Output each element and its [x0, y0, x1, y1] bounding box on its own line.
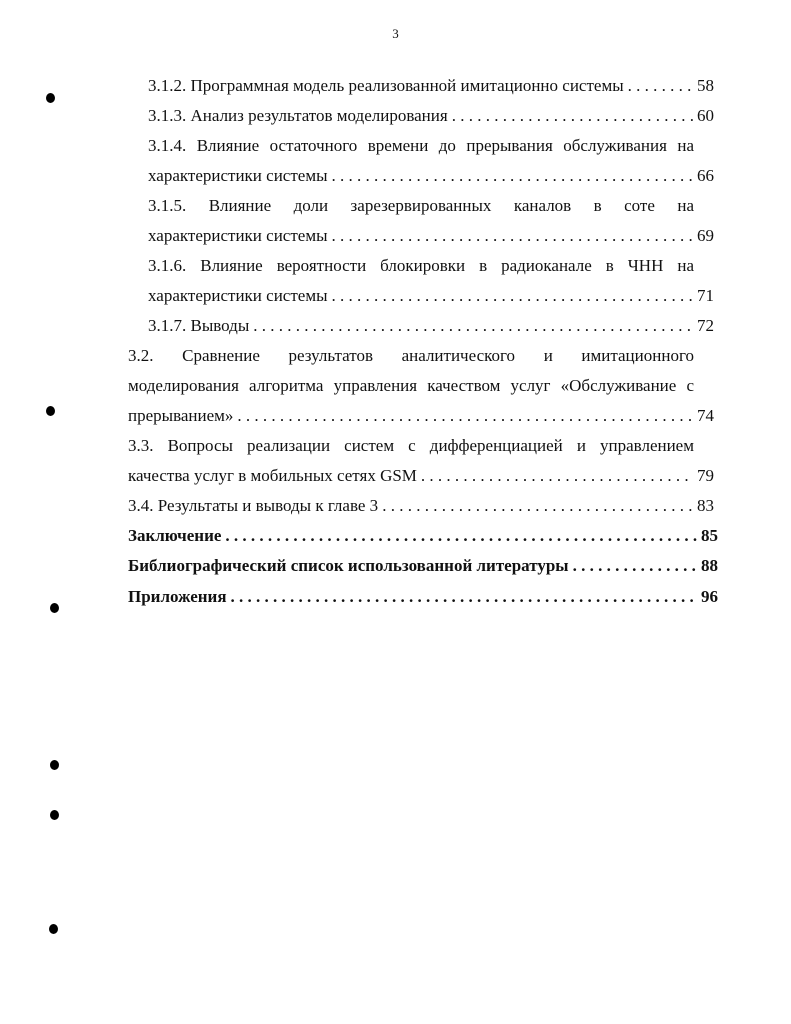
toc-entry-title: 3.1.2. Программная модель реализованной имитационно системы: [148, 76, 624, 95]
toc-entry-3-2[interactable]: [128, 404, 714, 428]
punch-hole-mark: [46, 406, 55, 416]
toc-entry-3-1-6-line[interactable]: 3.1.6. Влияние вероятности блокировки в радиоканале в ЧНН на: [148, 256, 694, 275]
toc-entry-3-3[interactable]: [128, 464, 714, 488]
page-number: 3: [392, 26, 399, 41]
toc-entry-page: 58: [697, 76, 714, 95]
leader-dots: [225, 524, 697, 548]
leader-dots: [332, 284, 694, 308]
toc-entry-appendix[interactable]: [128, 585, 718, 609]
toc-entry-title: Приложения: [128, 587, 227, 606]
leader-dots: [628, 74, 693, 98]
toc-entry-3-1-4-line[interactable]: 3.1.4. Влияние остаточного времени до прерывания обслуживания на: [148, 136, 694, 155]
toc-entry-3-2-line-2[interactable]: моделирования алгоритма управления качеством услуг «Обслуживание с: [128, 376, 694, 395]
leader-dots: [253, 314, 693, 338]
toc-entry-page: 69: [697, 226, 714, 245]
toc-entry-3-3-line[interactable]: 3.3. Вопросы реализации систем с дифференциацией и управлением: [128, 436, 694, 455]
leader-dots: [421, 464, 693, 488]
leader-dots: [231, 585, 697, 609]
toc-entry-3-1-6[interactable]: [148, 284, 714, 308]
toc-entry-3-1-3[interactable]: [148, 104, 714, 128]
leader-dots: [332, 164, 694, 188]
toc-entry-bibliography[interactable]: [128, 554, 718, 578]
toc-entry-3-1-5[interactable]: [148, 224, 714, 248]
toc-entry-page: 96: [701, 587, 718, 606]
toc-entry-page: 85: [701, 526, 718, 545]
toc-entry-page: 83: [697, 496, 714, 515]
toc-entry-3-1-2[interactable]: [148, 74, 714, 98]
toc-entry-title: характеристики системы: [148, 166, 328, 185]
toc-entry-page: 72: [697, 316, 714, 335]
toc-entry-page: 79: [697, 466, 714, 485]
leader-dots: [573, 554, 697, 578]
toc-entry-title: 3.1.7. Выводы: [148, 316, 250, 335]
toc-entry-title: Заключение: [128, 526, 222, 545]
toc-entry-page: 88: [701, 556, 718, 575]
leader-dots: [237, 404, 693, 428]
toc-entry-3-1-5-line[interactable]: 3.1.5. Влияние доли зарезервированных каналов в соте на: [148, 196, 694, 215]
toc-entry-title: 3.4. Результаты и выводы к главе 3: [128, 496, 379, 515]
toc-entry-3-4[interactable]: [128, 494, 714, 518]
punch-hole-mark: [49, 924, 58, 934]
toc-entry-title: характеристики системы: [148, 286, 328, 305]
toc-entry-title: качества услуг в мобильных сетях GSM: [128, 466, 417, 485]
punch-hole-mark: [46, 93, 55, 103]
leader-dots: [332, 224, 694, 248]
toc-entry-3-1-7[interactable]: [148, 314, 714, 338]
leader-dots: [452, 104, 693, 128]
toc-entry-conclusion[interactable]: [128, 524, 718, 548]
toc-entry-page: 71: [697, 286, 714, 305]
toc-entry-title: характеристики системы: [148, 226, 328, 245]
leader-dots: [382, 494, 693, 518]
toc-entry-title: прерыванием»: [128, 406, 234, 425]
toc-entry-3-1-4[interactable]: [148, 164, 714, 188]
punch-hole-mark: [50, 603, 59, 613]
toc-entry-title: 3.1.3. Анализ результатов моделирования: [148, 106, 448, 125]
punch-hole-mark: [50, 760, 59, 770]
toc-entry-page: 66: [697, 166, 714, 185]
punch-hole-mark: [50, 810, 59, 820]
toc-entry-title: Библиографический список использованной литературы: [128, 556, 569, 575]
toc-entry-page: 60: [697, 106, 714, 125]
toc-entry-page: 74: [697, 406, 714, 425]
toc-entry-3-2-line-1[interactable]: 3.2. Сравнение результатов аналитического и имитационного: [128, 346, 694, 365]
